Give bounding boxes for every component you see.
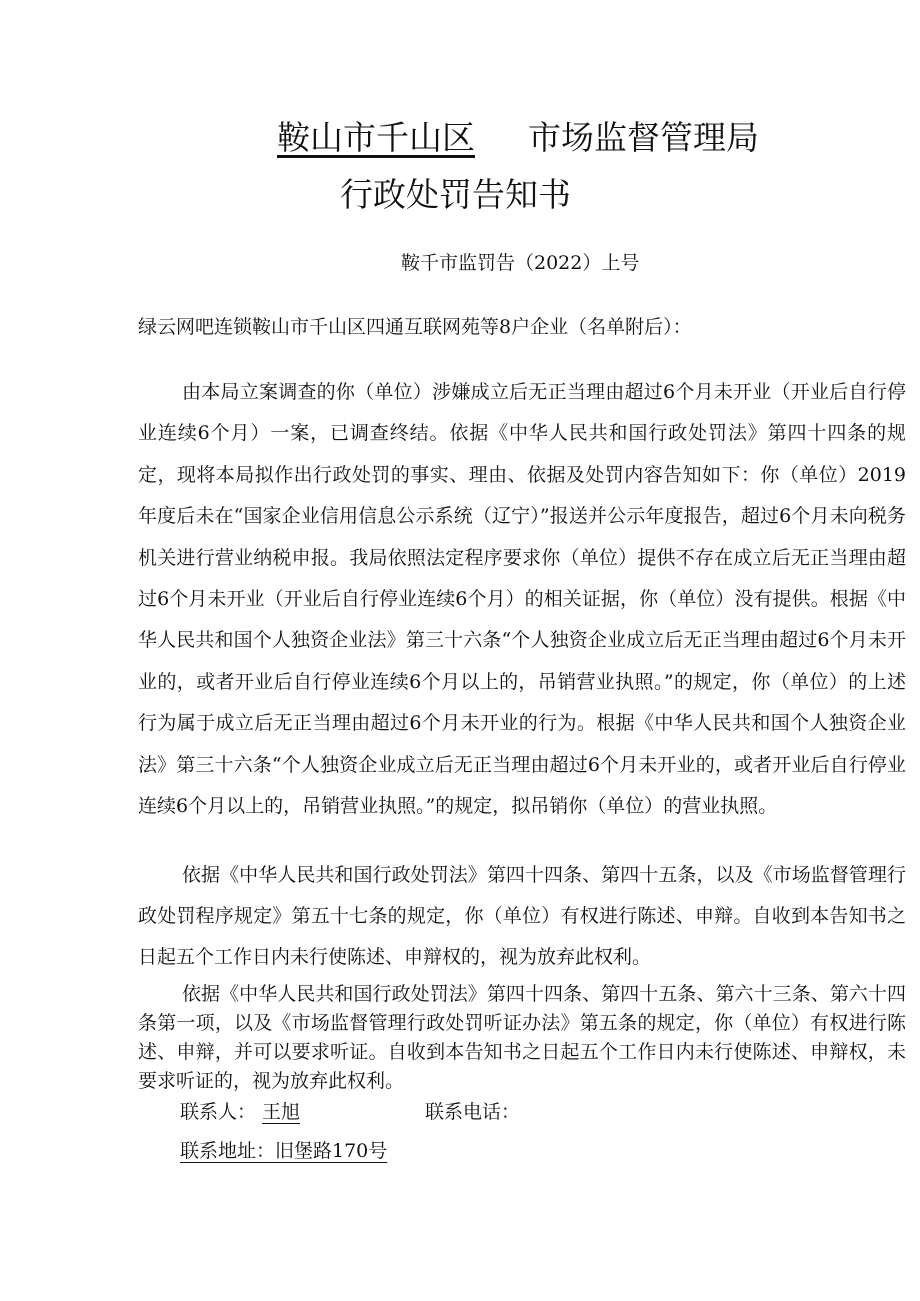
document-number: 鞍千市监罚告（2022）上号 (401, 252, 640, 274)
document-title: 行政处罚告知书 (340, 175, 571, 214)
contact-person-name: 王旭 (262, 1101, 301, 1123)
contact-phone-label: 联系电话： (425, 1101, 521, 1123)
contact-address: 联系地址：旧堡路170号 (180, 1140, 388, 1162)
agency-district: 鞍山市千山区 (277, 118, 475, 157)
addressee: 绿云网吧连锁鞍山市千山区四通互联网苑等8户企业（名单附后）： (138, 316, 692, 338)
paragraph-statement-right: 依据《中华人民共和国行政处罚法》第四十四条、第四十五条，以及《市场监督管理行政处罚程序规定》第五十七条的规定，你（单位）有权进行陈述、申辩。自收到本告知书之日起五个工作日内未行使陈述、申辩权的，视为放弃此权利。 (138, 864, 906, 968)
paragraph-hearing-right: 依据《中华人民共和国行政处罚法》第四十四条、第四十五条、第六十三条、第六十四条第一项，以及《市场监督管理行政处罚听证办法》第五条的规定，你（单位）有权进行陈述、申辩，并可以要求听证。自收到本告知书之日起五个工作日内未行使陈述、申辩权，未要求听证的，视为放弃此权利。 (138, 983, 906, 1092)
paragraph-facts: 由本局立案调查的你（单位）涉嫌成立后无正当理由超过6个月未开业（开业后自行停业连续6个月）一案，已调查终结。依据《中华人民共和国行政处罚法》第四十四条的规定，现将本局拟作出行政处罚的事实、理由、依据及处罚内容告知如下：你（单位）2019年度后未在“国家企业信用信息公示系统（辽宁）”报送并公示年度报告，超过6个月未向税务机关进行营业纳税申报。我局依照法定程序要求你（单位）提供不存在成立后无正当理由超过6个月未开业（开业后自行停业连续6个月）的相关证据，你（单位）没有提供。根据《中华人民共和国个人独资企业法》第三十六条“个人独资企业成立后无正当理由超过6个月未开业的，或者开业后自行停业连续6个月以上的，吊销营业执照。”的规定，你（单位）的上述行为属于成立后无正当理由超过6个月未开业的行为。根据《中华人民共和国个人独资企业法》第三十六条“个人独资企业成立后无正当理由超过6个月未开业的，或者开业后自行停业连续6个月以上的，吊销营业执照。”的规定，拟吊销你（单位）的营业执照。 (138, 381, 906, 818)
contact-person-label: 联系人： (180, 1101, 257, 1123)
agency-name: 市场监督管理局 (528, 118, 759, 157)
